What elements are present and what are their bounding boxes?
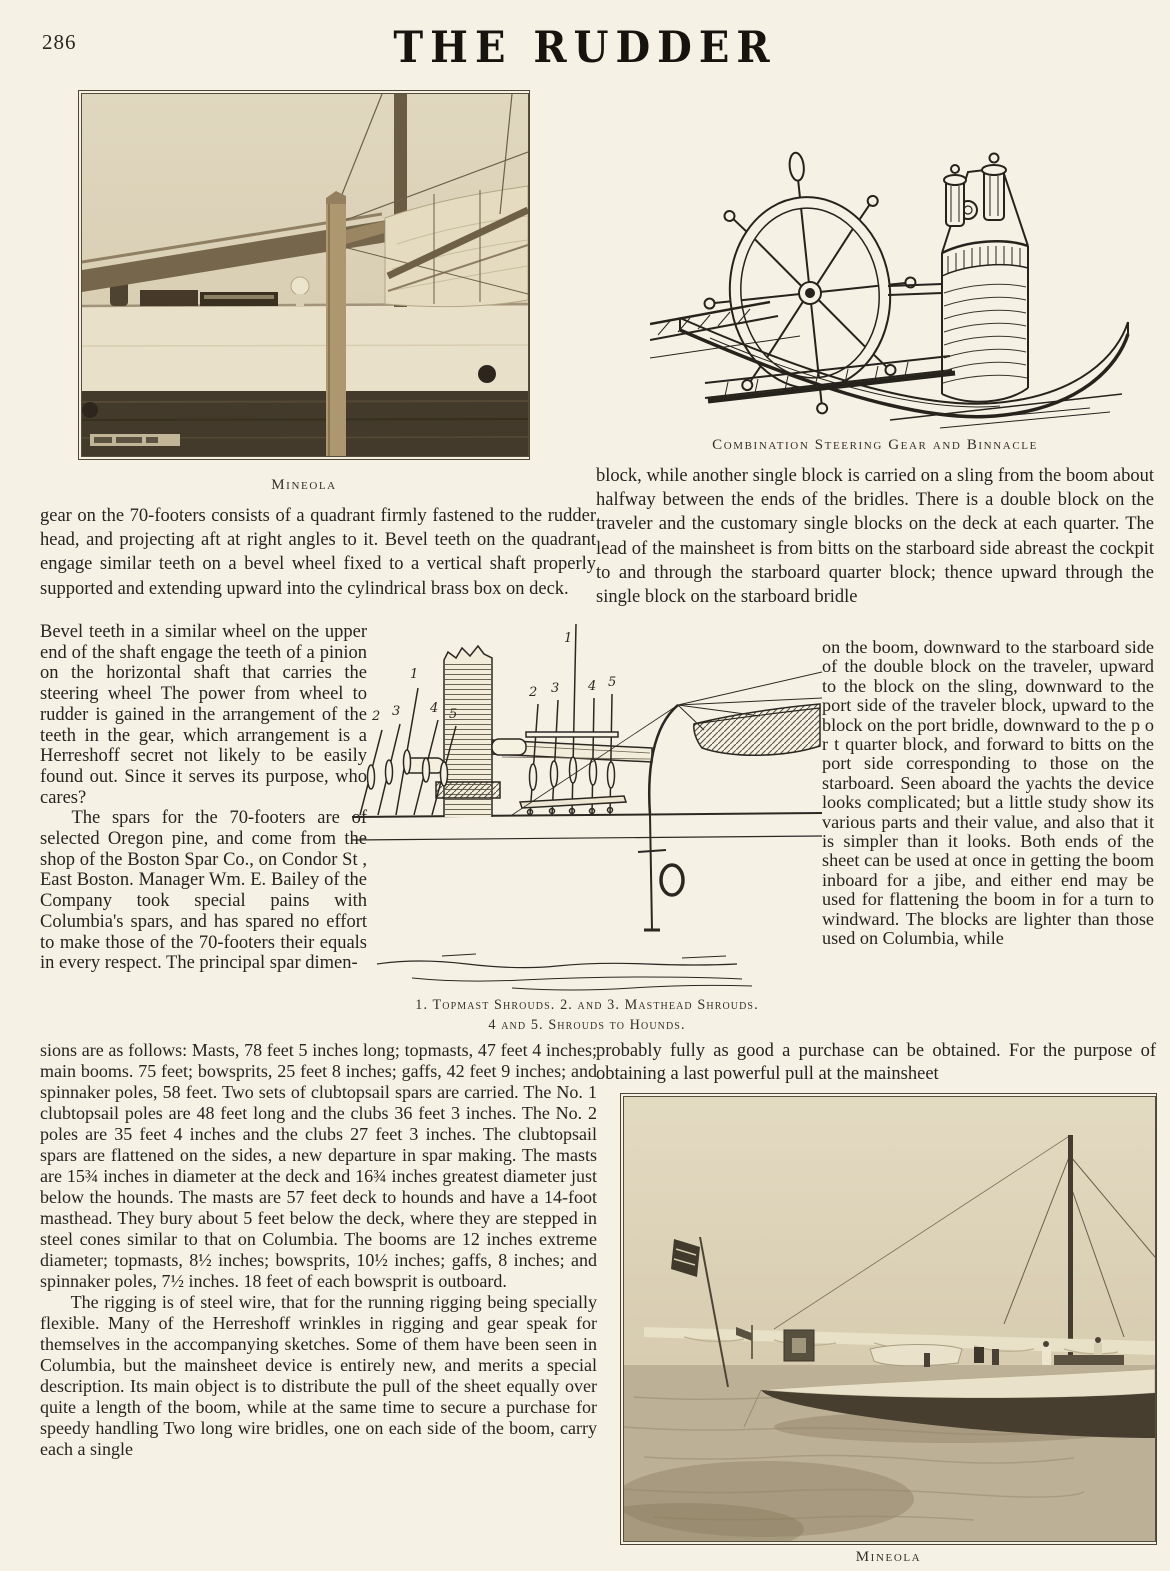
shrouds-illustration <box>352 612 822 994</box>
page-number: 286 <box>42 30 77 54</box>
right-column-narrow <box>822 638 1154 949</box>
svg-text:2: 2 <box>372 709 381 724</box>
paragraph: The spars for the 70-footers are of selected Oregon pine, and come from the shop of the Boston Spar Co., on Condor St , East Boston. Manager Wm. E. Bailey of the Company took special pains with Columbia's spars, and has spared no effort to make those of the 70-footers their equals in every respect. The principal spar dimen- <box>40 808 367 974</box>
svg-text:3: 3 <box>392 704 401 719</box>
steering-gear-illustration <box>650 88 1145 430</box>
svg-text:2: 2 <box>529 685 538 700</box>
left-column-narrow <box>40 622 367 974</box>
steering-gear-caption: Combination Steering Gear and Binnacle <box>712 437 1038 453</box>
svg-text:4: 4 <box>588 679 597 694</box>
mineola-deck-photo-caption: Mineola <box>271 477 337 493</box>
svg-text:1: 1 <box>410 667 419 682</box>
svg-text:5: 5 <box>608 675 617 690</box>
mineola-hull-photo-art <box>623 1096 1156 1542</box>
paragraph: block, while another single block is carried on a sling from the boom about halfway between the ends of the bridles. There is a double block on the traveler and the customary single blocks on the deck at each quarter. The lead of the mainsheet is from bitts on the starboard side abreast the cockpit to and through the starboard quarter block; thence upward through the single block on the starboard bridle <box>596 466 1154 608</box>
right-column-upper <box>596 464 1154 609</box>
svg-text:1: 1 <box>564 631 573 646</box>
svg-text:4: 4 <box>430 701 439 716</box>
mineola-deck-photo <box>78 90 530 460</box>
shrouds-caption-line1: 1. Topmast Shrouds. 2. and 3. Masthead Shrouds. <box>415 997 759 1013</box>
mineola-hull-photo <box>620 1093 1157 1545</box>
mineola-deck-photo-art <box>81 93 529 457</box>
paragraph: Bevel teeth in a similar wheel on the upper end of the shaft engage the teeth of a pinion on the horizontal shaft that carries the steering wheel The power from wheel to rudder is gained in the arrangement of the teeth in the gear, which arrangement is a Herreshoff secret not likely to be easily found out. Since it serves its purpose, who cares? <box>40 622 367 808</box>
svg-text:5: 5 <box>449 707 458 722</box>
left-column-lower <box>40 1040 597 1460</box>
paragraph: on the boom, downward to the starboard side of the double block on the traveler, upward to the block on the sling, downward to the port side of the traveler block, upward to the block on the port bridle, downward to the p o r t quarter block, and forward to bitts on the port side corresponding to those on the starboard. Seen aboard the yachts the device looks complicated; but a little study show its various parts and their value, and also that it is simpler than it looks. Both ends of the sheet can be used at once in getting the boom inboard for a jibe, and either end may be used for flattening the boom in for a turn to windward. The blocks are lighter than those used on Columbia, while <box>822 637 1154 949</box>
left-column-opening <box>40 504 596 601</box>
mineola-hull-photo-caption: Mineola <box>855 1549 922 1565</box>
right-column-lower <box>596 1040 1156 1086</box>
paragraph: gear on the 70-footers consists of a quadrant firmly fastened to the rudder head, and projecting aft at right angles to it. Bevel teeth on the quadrant engage similar teeth on a bevel wheel fixed to a vertical shaft properly supported and extending upward into the cylindrical brass box on deck. <box>40 506 596 599</box>
paragraph: sions are as follows: Masts, 78 feet 5 inches long; topmasts, 47 feet 4 inches; main booms. 75 feet; bowsprits, 25 feet 8 inches; gaffs, 42 feet 9 inches; and spinnaker poles, 58 feet. Two sets of clubtopsail spars are carried. The No. 1 clubtopsail poles are 48 feet long and the clubs 36 feet 3 inches. The No. 2 poles are 35 feet 4 inches and the clubs 27 feet 3 inches. The clubtopsail spars are flattened on the sides, a new departure in spar making. The masts are 15¾ inches in diameter at the deck and 16¾ inches greatest diameter just below the hounds. The masts are 57 feet deck to hounds and have a 14-foot masthead. They bury about 5 feet below the deck, where they are stepped in steel cones similar to that on Columbia. The booms are 12 inches extreme diameter; topmasts, 8½ inches; bowsprits, 10½ inches; gaffs, 8 inches; and spinnaker poles, 7½ inches. 18 feet of each bowsprit is outboard. <box>40 1040 597 1291</box>
page-title: THE RUDDER <box>393 22 777 73</box>
shrouds-caption-line2: 4 and 5. Shrouds to Hounds. <box>488 1017 686 1033</box>
svg-text:3: 3 <box>551 681 560 696</box>
paragraph: probably fully as good a purchase can be obtained. For the purpose of obtaining a last powerful pull at the mainsheet <box>596 1041 1156 1084</box>
paragraph: The rigging is of steel wire, that for the running rigging being specially flexible. Many of the Herreshoff wrinkles in rigging and gear speak for themselves in the accompanying sketches. Some of them have been seen in Columbia, but the mainsheet device is entirely new, and merits a special description. Its main object is to distribute the pull of the sheet equally over quite a length of the boom, while at the same time to secure a purchase for speedy handling Two long wire bridles, one on each side of the boom, carry each a single <box>40 1292 597 1459</box>
